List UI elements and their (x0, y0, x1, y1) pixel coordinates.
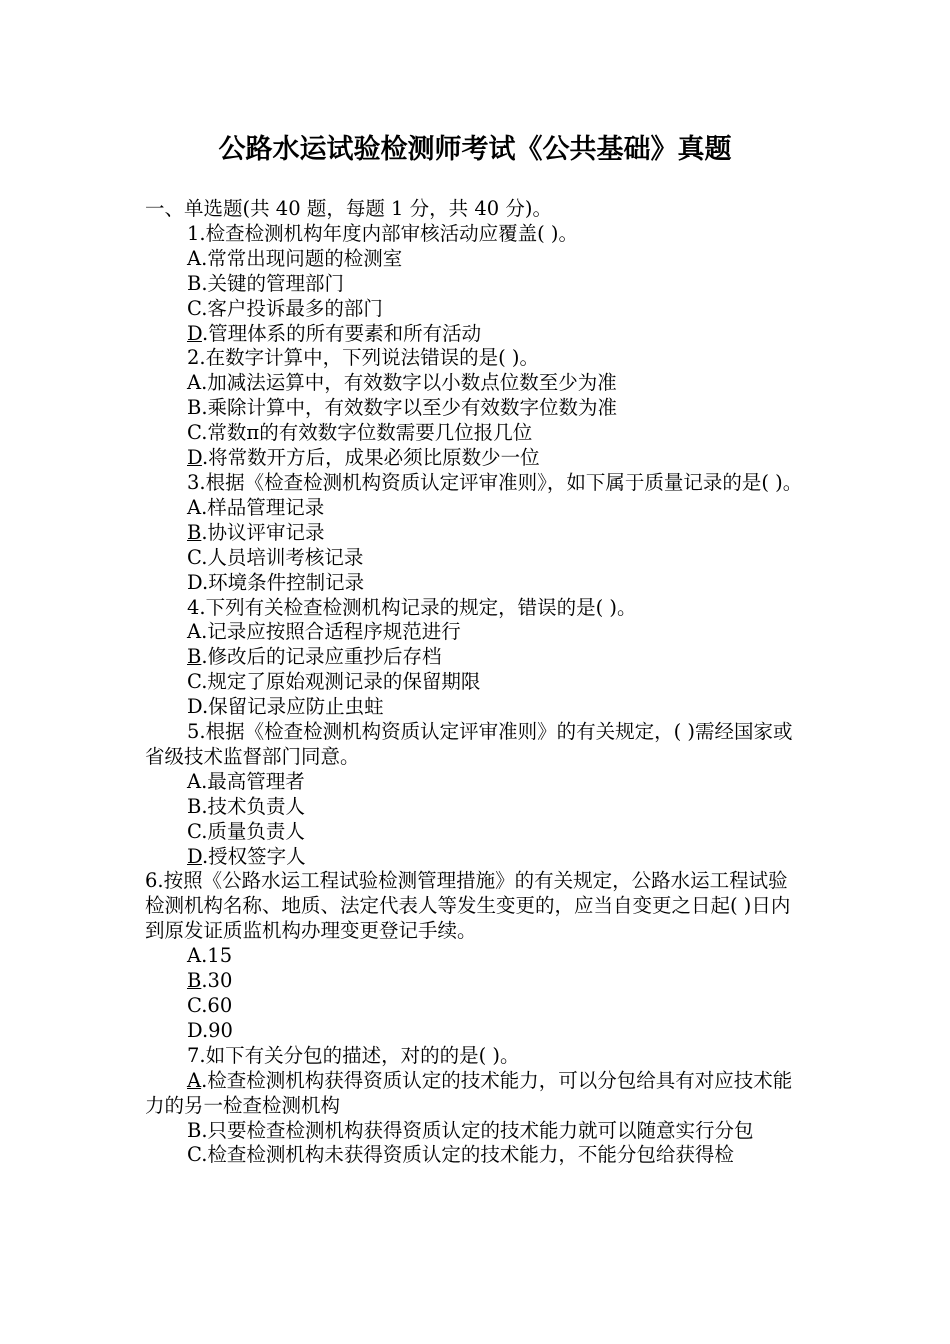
answer-mark: A (187, 1068, 202, 1092)
question-stem: 1.检查检测机构年度内部审核活动应覆盖( )。 (187, 221, 579, 245)
option: B.关键的管理部门 (187, 271, 345, 295)
section-heading: 一、单选题(共 40 题，每题 1 分，共 40 分)。 (145, 197, 552, 220)
option: D.管理体系的所有要素和所有活动 (187, 321, 482, 345)
question-stem: 4.下列有关检查检测机构记录的规定，错误的是( )。 (187, 595, 637, 619)
answer-mark: B (187, 645, 202, 669)
option: C.60 (187, 994, 233, 1017)
option: D.90 (187, 1018, 233, 1042)
option: C.客户投诉最多的部门 (187, 296, 383, 320)
option: B.协议评审记录 (187, 520, 325, 544)
option: C.规定了原始观测记录的保留期限 (187, 670, 481, 694)
answer-mark: B (187, 969, 202, 993)
option: A.常常出现问题的检测室 (187, 246, 403, 270)
option: C.检查检测机构未获得资质认定的技术能力，不能分包给获得检 (187, 1143, 734, 1167)
option: C.人员培训考核记录 (187, 545, 364, 569)
option: A.15 (187, 944, 233, 968)
option: C.质量负责人 (187, 819, 305, 843)
option: D.环境条件控制记录 (187, 570, 365, 594)
option: B.只要检查检测机构获得资质认定的技术能力就可以随意实行分包 (187, 1118, 754, 1142)
option: B.30 (187, 969, 233, 993)
option: A.检查检测机构获得资质认定的技术能力，可以分包给具有对应技术能力的另一检查检测机构 (145, 1068, 793, 1117)
option: B.修改后的记录应重抄后存档 (187, 645, 442, 669)
question-stem: 7.如下有关分包的描述，对的的是( )。 (187, 1043, 520, 1067)
question-stem: 3.根据《检查检测机构资质认定评审准则》，如下属于质量记录的是( )。 (187, 470, 803, 494)
option: D.将常数开方后，成果必须比原数少一位 (187, 446, 540, 470)
option: D.保留记录应防止虫蛀 (187, 695, 384, 719)
answer-mark: D (187, 844, 202, 868)
question-stem: 5.根据《检查检测机构资质认定评审准则》的有关规定，( )需经国家或省级技术监督部门同意。 (145, 720, 793, 768)
option: B.乘除计算中，有效数字以至少有效数字位数为准 (187, 396, 618, 420)
option: A.加减法运算中，有效数字以小数点位数至少为准 (187, 371, 617, 395)
option: A.记录应按照合适程序规范进行 (187, 620, 461, 644)
answer-mark: D (187, 446, 202, 470)
option: A.最高管理者 (187, 769, 305, 793)
answer-mark: D (187, 321, 202, 345)
question-stem: 2.在数字计算中，下列说法错误的是( )。 (187, 346, 540, 370)
option: B.技术负责人 (187, 794, 306, 818)
question-stem: 6.按照《公路水运工程试验检测管理措施》的有关规定，公路水运工程试验检测机构名称、地质、法定代表人等发生变更的，应当自变更之日起( )日内到原发证质监机构办理变更登记手续。 (145, 869, 791, 943)
document-title: 公路水运试验检测师考试《公共基础》真题 (218, 134, 732, 165)
answer-mark: B (187, 520, 202, 544)
document-body (145, 197, 807, 1168)
option: C.常数π的有效数字位数需要几位报几位 (187, 421, 533, 445)
option: A.样品管理记录 (187, 495, 325, 519)
option: D.授权签字人 (187, 844, 306, 868)
